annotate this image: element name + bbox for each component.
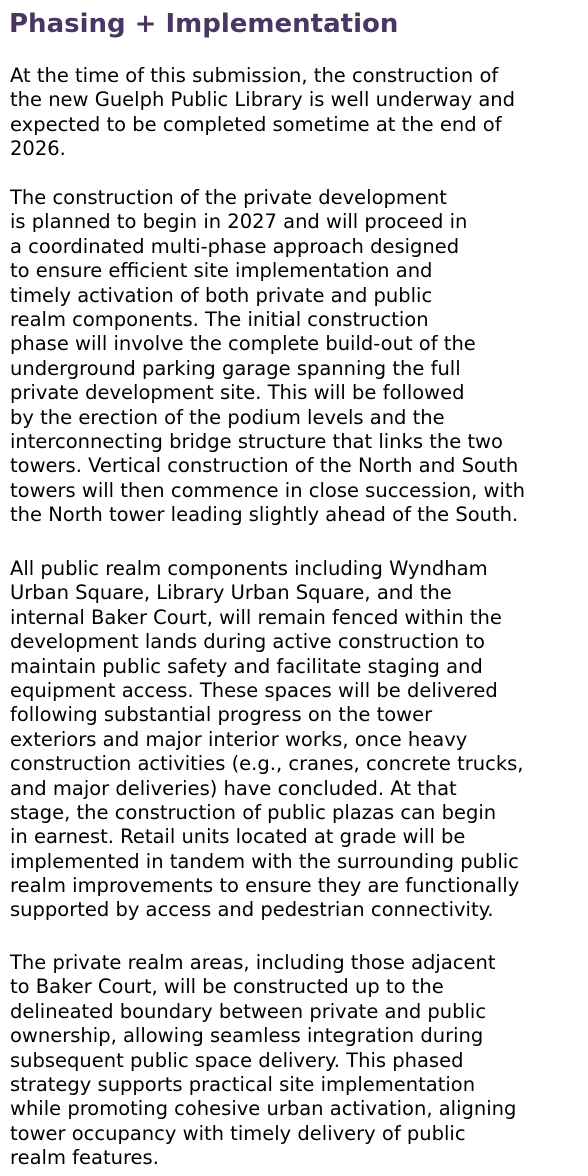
paragraph-line: underground parking garage spanning the full <box>10 356 461 380</box>
paragraph-line: to ensure efficient site implementation and <box>10 259 433 283</box>
paragraph-line: realm features. <box>10 1146 159 1170</box>
paragraph-private-realm-areas <box>10 951 516 1171</box>
paragraph-line: implemented in tandem with the surrounding public <box>10 849 519 873</box>
paragraph-line: by the erection of the podium levels and the <box>10 405 445 429</box>
paragraph-line: to Baker Court, will be constructed up to the <box>10 975 444 999</box>
paragraph-line: towers will then commence in close succession, with <box>10 478 525 502</box>
paragraph-line: exteriors and major interior works, once heavy <box>10 727 468 751</box>
paragraph-line: phase will involve the complete build-out of the <box>10 332 476 356</box>
paragraph-line: All public realm components including Wyndham <box>10 557 488 580</box>
paragraph-line: subsequent public space delivery. This phased <box>10 1048 464 1072</box>
paragraph-line: supported by access and pedestrian connectivity. <box>10 898 494 922</box>
paragraph-public-realm-delivery <box>10 557 524 923</box>
paragraph-line: internal Baker Court, will remain fenced within the <box>10 605 502 629</box>
paragraph-line: The construction of the private development <box>10 186 447 209</box>
paragraph-line: and major deliveries) have concluded. At that <box>10 776 457 800</box>
paragraph-line: 2026. <box>10 137 66 161</box>
paragraph-line: delineated boundary between private and public <box>10 999 487 1023</box>
paragraph-line: equipment access. These spaces will be delivered <box>10 678 498 702</box>
paragraph-line: while promoting cohesive urban activation, aligning <box>10 1097 517 1121</box>
paragraph-line: realm components. The initial construction <box>10 307 429 331</box>
paragraph-line: At the time of this submission, the construction of <box>10 64 499 87</box>
paragraph-line: construction activities (e.g., cranes, concrete trucks, <box>10 752 524 776</box>
page-title: Phasing + Implementation <box>9 9 399 39</box>
paragraph-line: following substantial progress on the tower <box>10 703 433 727</box>
paragraph-line: realm improvements to ensure they are functionally <box>10 874 520 898</box>
paragraph-line: is planned to begin in 2027 and will proceed in <box>10 210 468 234</box>
paragraph-line: timely activation of both private and public <box>10 283 433 307</box>
paragraph-line: ownership, allowing seamless integration during <box>10 1024 484 1048</box>
paragraph-private-development-phasing <box>10 186 525 527</box>
paragraph-line: tower occupancy with timely delivery of public <box>10 1121 466 1145</box>
paragraph-line: a coordinated multi-phase approach designed <box>10 234 460 258</box>
paragraph-line: towers. Vertical construction of the North and South <box>10 454 519 478</box>
paragraph-line: interconnecting bridge structure that links the two <box>10 429 503 453</box>
paragraph-line: expected to be completed sometime at the end of <box>10 112 502 136</box>
paragraph-line: development lands during active construction to <box>10 630 485 654</box>
paragraph-line: the North tower leading slightly ahead of the South. <box>10 503 519 527</box>
paragraph-line: maintain public safety and facilitate staging and <box>10 654 483 678</box>
paragraph-line: strategy supports practical site implementation <box>10 1072 476 1096</box>
paragraph-line: in earnest. Retail units located at grade will be <box>10 825 466 849</box>
paragraph-line: the new Guelph Public Library is well underway and <box>10 88 516 112</box>
paragraph-line: The private realm areas, including those adjacent <box>10 951 496 974</box>
paragraph-line: Urban Square, Library Urban Square, and the <box>10 581 452 605</box>
paragraph-line: private development site. This will be followed <box>10 381 465 405</box>
paragraph-line: stage, the construction of public plazas can begin <box>10 800 497 824</box>
paragraph-library-status <box>10 64 515 162</box>
